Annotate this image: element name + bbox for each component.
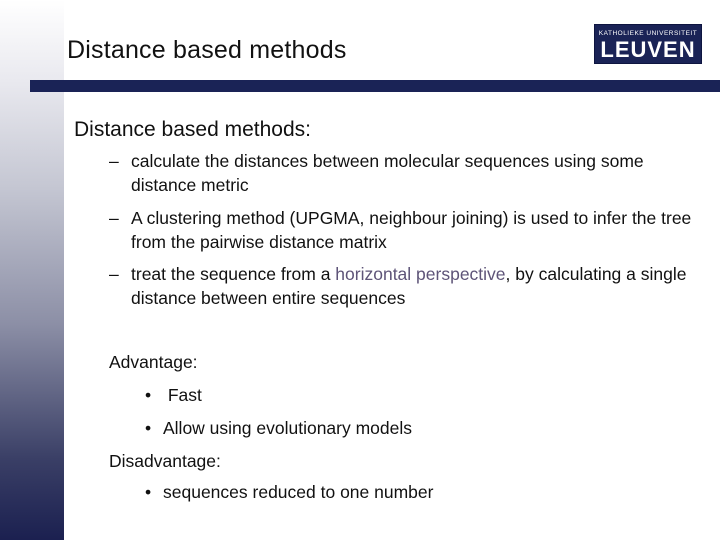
point-3: [109, 262, 699, 310]
bullet-marker: •: [145, 418, 152, 438]
disadvantage-label: Disadvantage:: [109, 451, 221, 471]
bullet-marker: •: [145, 482, 152, 502]
point-text: calculate the distances between molecular sequences using some distance metric: [131, 151, 644, 195]
bullet-marker: •: [145, 385, 152, 405]
bullet-text: sequences reduced to one number: [163, 482, 434, 502]
highlighted-phrase: horizontal perspective: [335, 264, 506, 284]
slide-title: Distance based methods: [67, 36, 347, 64]
logo-name: LEUVEN: [600, 37, 696, 62]
university-logo: [594, 24, 702, 64]
point-1: [109, 149, 699, 197]
disadvantage-item: [145, 482, 433, 503]
advantage-label: Advantage:: [109, 352, 198, 372]
logo-top-line: KATHOLIEKE UNIVERSITEIT: [598, 30, 698, 37]
section-heading: Distance based methods:: [74, 118, 311, 141]
bullet-text: Fast: [163, 385, 202, 405]
point-text: [131, 262, 699, 310]
advantage-item: [145, 418, 412, 439]
dash-marker: –: [109, 208, 119, 228]
dash-marker: –: [109, 151, 119, 171]
point-text-before: treat the sequence from a: [131, 264, 336, 284]
bullet-text: Allow using evolutionary models: [163, 418, 413, 438]
point-text-after: , by calculating a single distance between entire sequences: [131, 264, 687, 308]
advantage-item: [145, 385, 202, 406]
point-2: [109, 206, 699, 254]
point-text: A clustering method (UPGMA, neighbour joining) is used to infer the tree from the pairwise distance matrix: [131, 208, 692, 252]
title-divider: [30, 80, 720, 92]
dash-marker: –: [109, 264, 119, 284]
